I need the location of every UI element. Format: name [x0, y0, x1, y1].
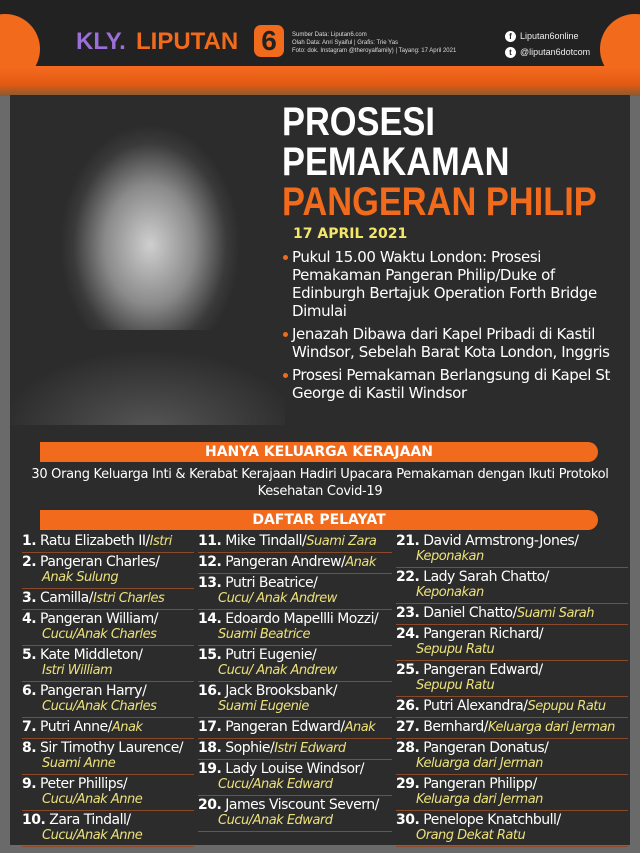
mourner-relation: Suami Eugenie	[218, 699, 309, 714]
mourner-relation: Cucu/ Anak Andrew	[218, 663, 337, 678]
mourner-item	[396, 604, 628, 625]
mourner-number: 23.	[396, 605, 420, 621]
mourner-name: David Armstrong-Jones/	[423, 533, 579, 549]
mourner-number: 16.	[198, 683, 222, 699]
mourner-name: Putri Anne/	[40, 719, 112, 735]
title-line-2: PEMAKAMAN	[282, 140, 510, 184]
mourner-item	[198, 610, 392, 646]
title-line-3: PANGERAN PHILIP	[282, 180, 597, 224]
mourner-relation: Orang Dekat Ratu	[416, 828, 526, 843]
mourner-relation: Suami Anne	[42, 756, 116, 771]
event-bullets	[283, 248, 613, 407]
mourner-name: Pangeran Richard/	[423, 626, 544, 642]
mourner-column-2	[198, 532, 392, 832]
page-title	[282, 102, 597, 222]
mourner-number: 17.	[198, 719, 222, 735]
mourner-item	[396, 739, 628, 775]
social-links	[505, 28, 590, 60]
mourner-item	[396, 811, 628, 847]
mourner-name: Edoardo Mapellli Mozzi/	[225, 611, 379, 627]
title-line-1: PROSESI	[282, 100, 435, 144]
mourner-number: 25.	[396, 662, 420, 678]
mourner-item	[22, 811, 194, 847]
mourner-relation: Keponakan	[416, 585, 484, 600]
mourner-number: 27.	[396, 719, 420, 735]
mourner-name: Pangeran Donatus/	[423, 740, 549, 756]
mourner-number: 24.	[396, 626, 420, 642]
liputan6-logo-number: 6	[254, 25, 284, 57]
mourner-item	[396, 661, 628, 697]
mourner-name: James Viscount Severn/	[225, 797, 379, 813]
list-heading: DAFTAR PELAYAT	[40, 510, 598, 530]
kly-logo: KLY.	[76, 28, 126, 55]
mourner-number: 29.	[396, 776, 420, 792]
credits	[292, 31, 456, 55]
mourner-number: 26.	[396, 698, 420, 714]
mourner-item	[198, 739, 392, 760]
mourner-number: 9.	[22, 776, 37, 792]
mourner-item	[198, 532, 392, 553]
mourner-relation: Cucu/Anak Charles	[42, 699, 157, 714]
mourner-name: Sir Timothy Laurence/	[40, 740, 184, 756]
mourner-relation: Cucu/Anak Charles	[42, 627, 157, 642]
mourner-name: Putri Eugenie/	[225, 647, 317, 663]
mourner-item	[198, 796, 392, 832]
mourner-relation: Cucu/Anak Edward	[218, 777, 333, 792]
mourner-relation: Sepupu Ratu	[527, 699, 606, 714]
mourner-number: 7.	[22, 719, 37, 735]
mourner-relation: Istri Charles	[92, 591, 165, 606]
credit-photo: Foto: dok. Instagram @theroyalfamily) | Tayang: 17 April 2021	[292, 48, 457, 54]
mourner-item	[198, 760, 392, 796]
mourner-relation: Cucu/Anak Anne	[42, 792, 143, 807]
mourner-item	[396, 697, 628, 718]
mourner-name: Sophie/	[225, 740, 275, 756]
mourner-name: Lady Sarah Chatto/	[423, 569, 549, 585]
bullet-item: Jenazah Dibawa dari Kapel Pribadi di Kastil Windsor, Sebelah Barat Kota London, Inggris	[283, 325, 613, 361]
mourner-item	[396, 568, 628, 604]
mourner-number: 6.	[22, 683, 37, 699]
mourner-number: 8.	[22, 740, 37, 756]
mourner-number: 11.	[198, 533, 222, 549]
mourner-name: Putri Alexandra/	[423, 698, 528, 714]
liputan6-logo: LIPUTAN	[136, 28, 239, 55]
mourner-item	[396, 625, 628, 661]
mourner-relation: Cucu/Anak Anne	[42, 828, 143, 843]
facebook-handle: Liputan6online	[520, 31, 579, 41]
mourner-number: 10.	[22, 812, 46, 828]
mourner-number: 1.	[22, 533, 37, 549]
twitter-icon: t	[505, 47, 516, 58]
mourner-name: Pangeran William/	[40, 611, 158, 627]
twitter-link[interactable]	[505, 44, 590, 60]
mourner-name: Pangeran Edward/	[423, 662, 543, 678]
mourner-relation: Cucu/ Anak Andrew	[218, 591, 337, 606]
mourner-item	[22, 553, 194, 589]
mourner-relation: Suami Zara	[306, 534, 377, 549]
mourner-number: 19.	[198, 761, 222, 777]
mourner-item	[22, 646, 194, 682]
mourner-relation: Istri William	[42, 663, 113, 678]
mourner-item	[22, 718, 194, 739]
mourner-number: 14.	[198, 611, 222, 627]
mourner-name: Lady Louise Windsor/	[225, 761, 365, 777]
mourner-number: 28.	[396, 740, 420, 756]
facebook-icon: f	[505, 31, 516, 42]
family-text: 30 Orang Keluarga Inti & Kerabat Kerajaan Hadiri Upacara Pemakaman dengan Ikuti Protokol Kesehatan Covid-19	[31, 467, 609, 499]
mourner-name: Bernhard/	[423, 719, 488, 735]
twitter-handle: @liputan6dotcom	[520, 47, 591, 57]
mourner-relation: Istri	[149, 534, 172, 549]
mourner-relation: Keponakan	[416, 549, 484, 564]
mourner-name: Jack Brooksbank/	[225, 683, 337, 699]
mourner-number: 22.	[396, 569, 420, 585]
orange-band	[0, 66, 640, 96]
mourner-relation: Cucu/Anak Edward	[218, 813, 333, 828]
mourner-relation: Keluarga dari Jerman	[416, 792, 543, 807]
bullet-item: Pukul 15.00 Waktu London: Prosesi Pemakaman Pangeran Philip/Duke of Edinburgh Bertajuk Operation Forth Bridge Dimulai	[283, 248, 613, 320]
mourner-item	[396, 775, 628, 811]
mourner-name: Mike Tindall/	[225, 533, 307, 549]
mourner-item	[22, 532, 194, 553]
mourner-relation: Keluarga dari Jerman	[416, 756, 543, 771]
mourner-relation: Istri Edward	[274, 741, 346, 756]
bullet-item: Prosesi Pemakaman Berlangsung di Kapel St George di Kastil Windsor	[283, 366, 613, 402]
mourner-item	[22, 682, 194, 718]
mourner-name: Pangeran Charles/	[40, 554, 160, 570]
mourner-relation: Anak Sulung	[42, 570, 119, 585]
mourner-name: Pangeran Andrew/	[225, 554, 346, 570]
mourner-relation: Anak	[344, 720, 376, 735]
mourner-relation: Sepupu Ratu	[416, 642, 495, 657]
mourner-number: 13.	[198, 575, 222, 591]
mourner-name: Putri Beatrice/	[225, 575, 318, 591]
mourner-name: Kate Middleton/	[40, 647, 143, 663]
mourner-name: Pangeran Harry/	[40, 683, 147, 699]
facebook-link[interactable]	[505, 28, 590, 44]
mourner-number: 4.	[22, 611, 37, 627]
mourner-name: Ratu Elizabeth II/	[40, 533, 150, 549]
mourner-item	[22, 739, 194, 775]
mourner-number: 15.	[198, 647, 222, 663]
mourner-number: 20.	[198, 797, 222, 813]
mourner-relation: Sepupu Ratu	[416, 678, 495, 693]
mourner-name: Peter Phillips/	[40, 776, 128, 792]
mourner-relation: Suami Beatrice	[218, 627, 310, 642]
mourner-column-1	[22, 532, 194, 847]
mourner-number: 2.	[22, 554, 37, 570]
mourner-item	[22, 775, 194, 811]
mourner-item	[22, 610, 194, 646]
portrait-shoulders	[10, 330, 285, 425]
mourner-number: 18.	[198, 740, 222, 756]
mourner-name: Camilla/	[40, 590, 93, 606]
mourner-item	[198, 646, 392, 682]
mourner-item	[396, 718, 628, 739]
mourner-relation: Keluarga dari Jerman	[487, 720, 615, 735]
family-heading: HANYA KELUARGA KERAJAAN	[40, 442, 598, 462]
mourner-name: Daniel Chatto/	[423, 605, 517, 621]
mourner-name: Pangeran Philipp/	[423, 776, 537, 792]
mourner-relation: Anak	[345, 555, 376, 570]
mourner-item	[198, 682, 392, 718]
mourner-item	[198, 718, 392, 739]
mourner-name: Zara Tindall/	[49, 812, 131, 828]
mourner-item	[22, 589, 194, 610]
mourner-number: 12.	[198, 554, 222, 570]
mourner-name: Penelope Knatchbull/	[423, 812, 561, 828]
mourner-item	[396, 532, 628, 568]
mourner-number: 30.	[396, 812, 420, 828]
mourner-number: 21.	[396, 533, 420, 549]
mourner-item	[198, 553, 392, 574]
mourner-relation: Suami Sarah	[516, 606, 594, 621]
mourner-column-3	[396, 532, 628, 847]
mourner-name: Pangeran Edward/	[225, 719, 345, 735]
mourner-item	[198, 574, 392, 610]
credit-source: Sumber Data: Liputan6.com	[292, 32, 367, 38]
mourner-number: 5.	[22, 647, 37, 663]
credit-authors: Olah Data: Anri Syaiful | Grafis: Trie Yas	[292, 40, 399, 46]
mourner-relation: Anak	[111, 720, 143, 735]
event-date: 17 APRIL 2021	[293, 226, 408, 242]
mourner-number: 3.	[22, 590, 37, 606]
